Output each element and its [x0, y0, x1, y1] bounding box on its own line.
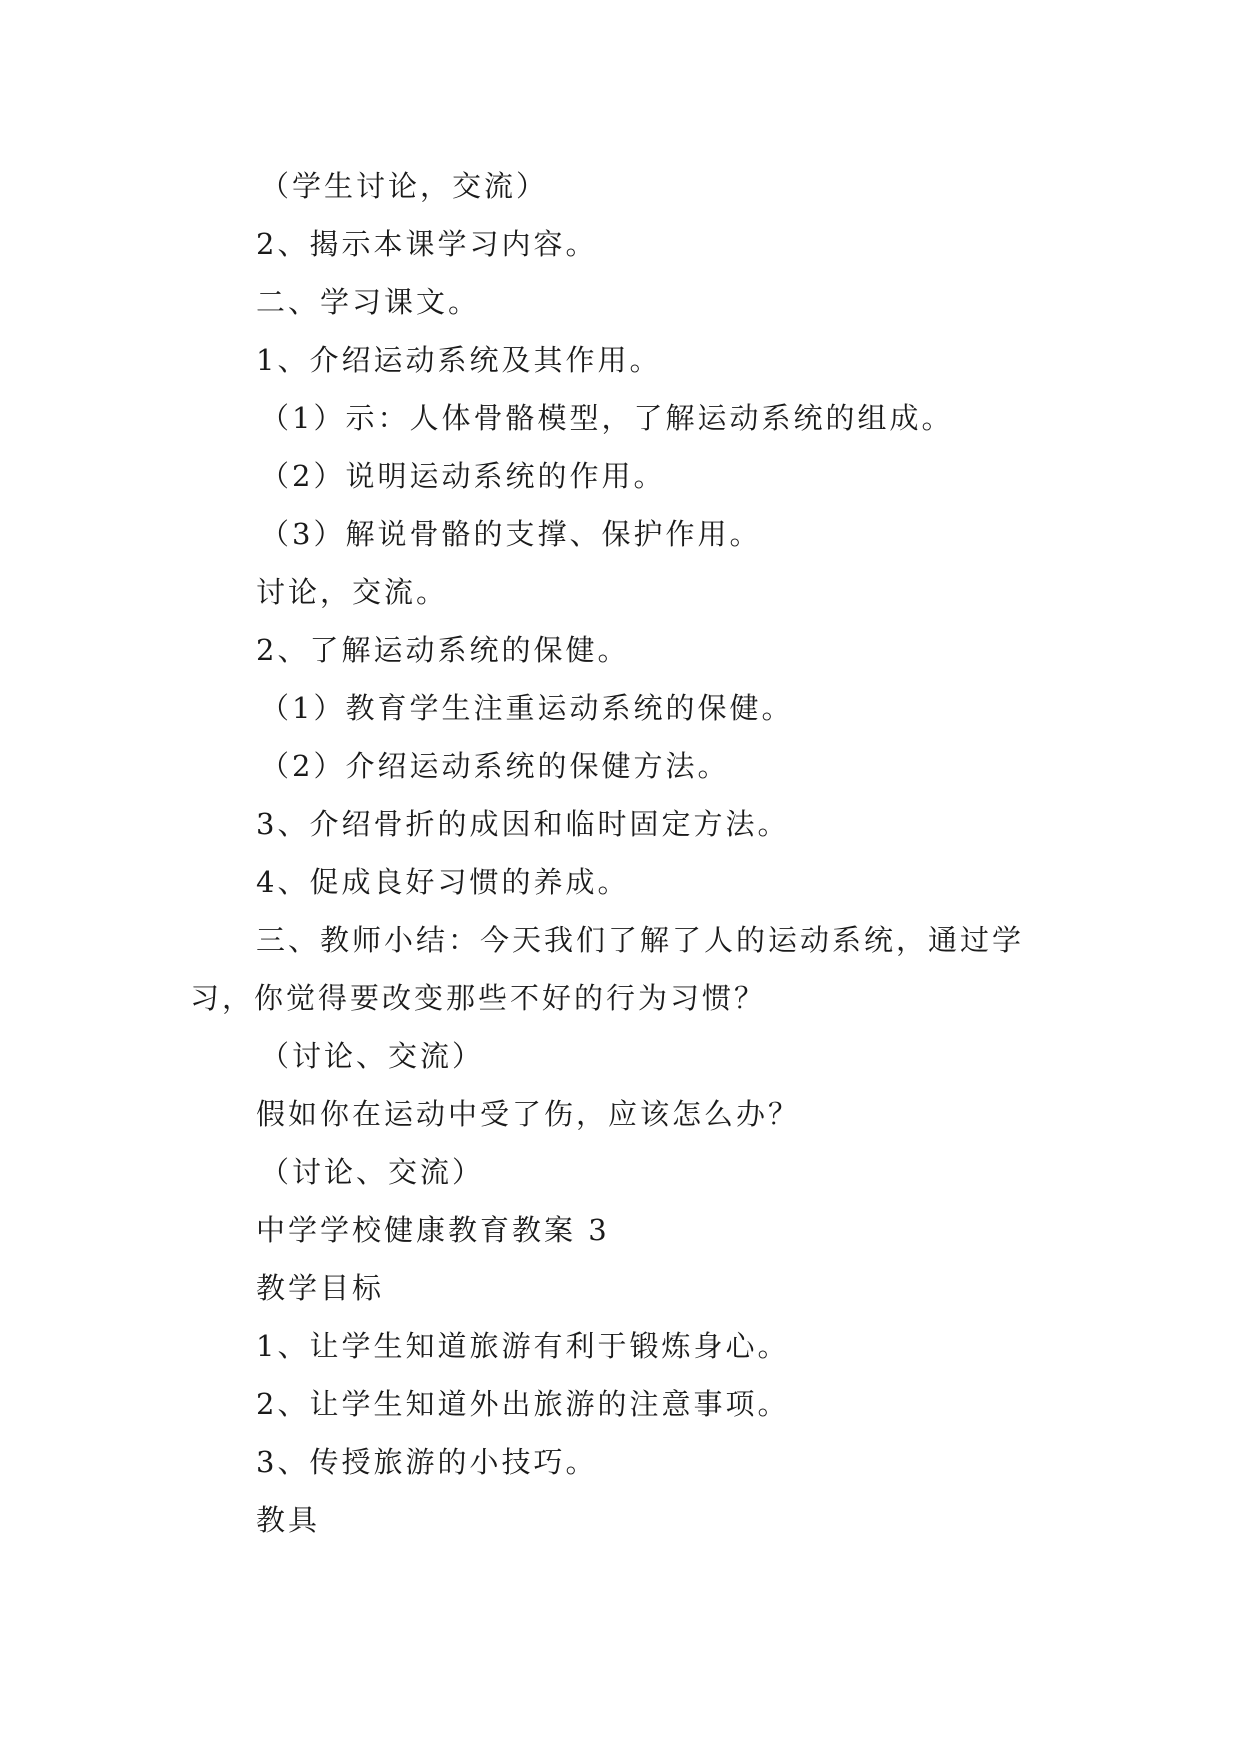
section-heading: 三、教师小结：今天我们了解了人的运动系统，通过学 — [256, 923, 1025, 957]
text-line: 4、促成良好习惯的养成。 — [256, 865, 630, 899]
section-heading: 教具 — [256, 1503, 321, 1537]
section-heading: 二、学习课文。 — [256, 285, 481, 319]
text-line: （1）教育学生注重运动系统的保健。 — [260, 691, 794, 725]
document-title: 中学学校健康教育教案 3 — [256, 1213, 610, 1247]
text-line: 2、揭示本课学习内容。 — [256, 227, 598, 261]
text-line: 3、传授旅游的小技巧。 — [256, 1445, 598, 1479]
text-line: 3、介绍骨折的成因和临时固定方法。 — [256, 807, 790, 841]
text-line: （2）说明运动系统的作用。 — [260, 459, 666, 493]
text-line: （讨论、交流） — [260, 1039, 485, 1073]
text-line: （讨论、交流） — [260, 1155, 485, 1189]
text-line: （学生讨论，交流） — [260, 169, 549, 203]
section-heading: 教学目标 — [256, 1271, 385, 1305]
text-line: 习，你觉得要改变那些不好的行为习惯？ — [190, 981, 767, 1015]
text-line: 1、让学生知道旅游有利于锻炼身心。 — [256, 1329, 790, 1363]
text-line: （2）介绍运动系统的保健方法。 — [260, 749, 730, 783]
text-line: 假如你在运动中受了伤，应该怎么办？ — [256, 1097, 801, 1131]
text-line: 1、介绍运动系统及其作用。 — [256, 343, 662, 377]
text-line: 2、了解运动系统的保健。 — [256, 633, 630, 667]
text-line: （3）解说骨骼的支撑、保护作用。 — [260, 517, 762, 551]
text-line: 讨论，交流。 — [256, 575, 449, 609]
text-line: （1）示：人体骨骼模型，了解运动系统的组成。 — [260, 401, 954, 435]
text-line: 2、让学生知道外出旅游的注意事项。 — [256, 1387, 790, 1421]
